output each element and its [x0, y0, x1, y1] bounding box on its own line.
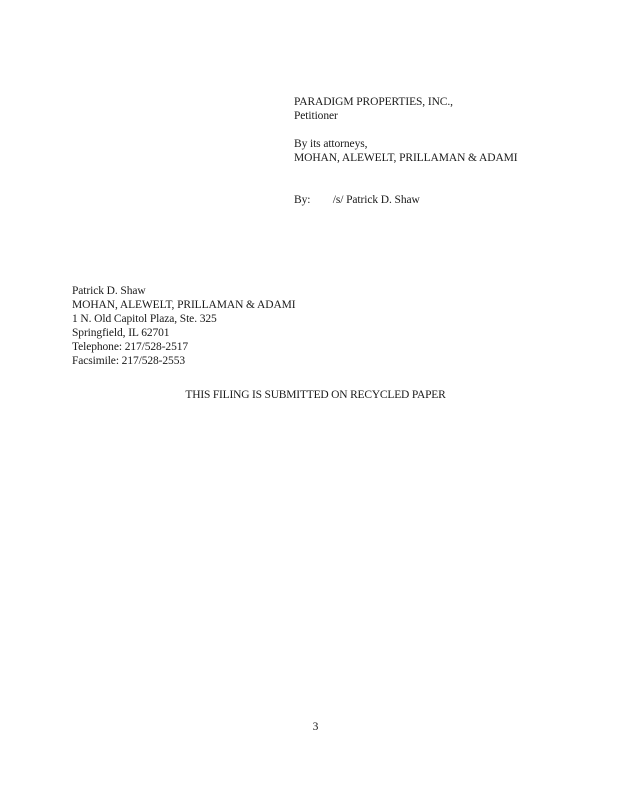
address-line-1: 1 N. Old Capitol Plaza, Ste. 325 — [72, 313, 217, 325]
recycled-paper-notice: THIS FILING IS SUBMITTED ON RECYCLED PAPER — [185, 389, 446, 401]
company-name: PARADIGM PROPERTIES, INC., — [294, 96, 453, 108]
page-number: 3 — [312, 721, 319, 733]
attorney-contact-block — [72, 284, 392, 368]
address-line-2: Springfield, IL 62701 — [72, 327, 170, 339]
by-attorneys-text: By its attorneys, — [294, 138, 368, 150]
signature-line — [294, 193, 594, 207]
facsimile: Facsimile: 217/528-2553 — [72, 355, 186, 367]
electronic-signature: /s/ Patrick D. Shaw — [332, 194, 420, 206]
party-role: Petitioner — [294, 110, 338, 122]
attorney-name: Patrick D. Shaw — [72, 285, 146, 297]
law-firm-name: MOHAN, ALEWELT, PRILLAMAN & ADAMI — [294, 152, 518, 164]
signature-block — [294, 95, 594, 207]
telephone: Telephone: 217/528-2517 — [72, 341, 189, 353]
attorney-firm: MOHAN, ALEWELT, PRILLAMAN & ADAMI — [72, 299, 296, 311]
by-label: By: — [294, 194, 311, 206]
